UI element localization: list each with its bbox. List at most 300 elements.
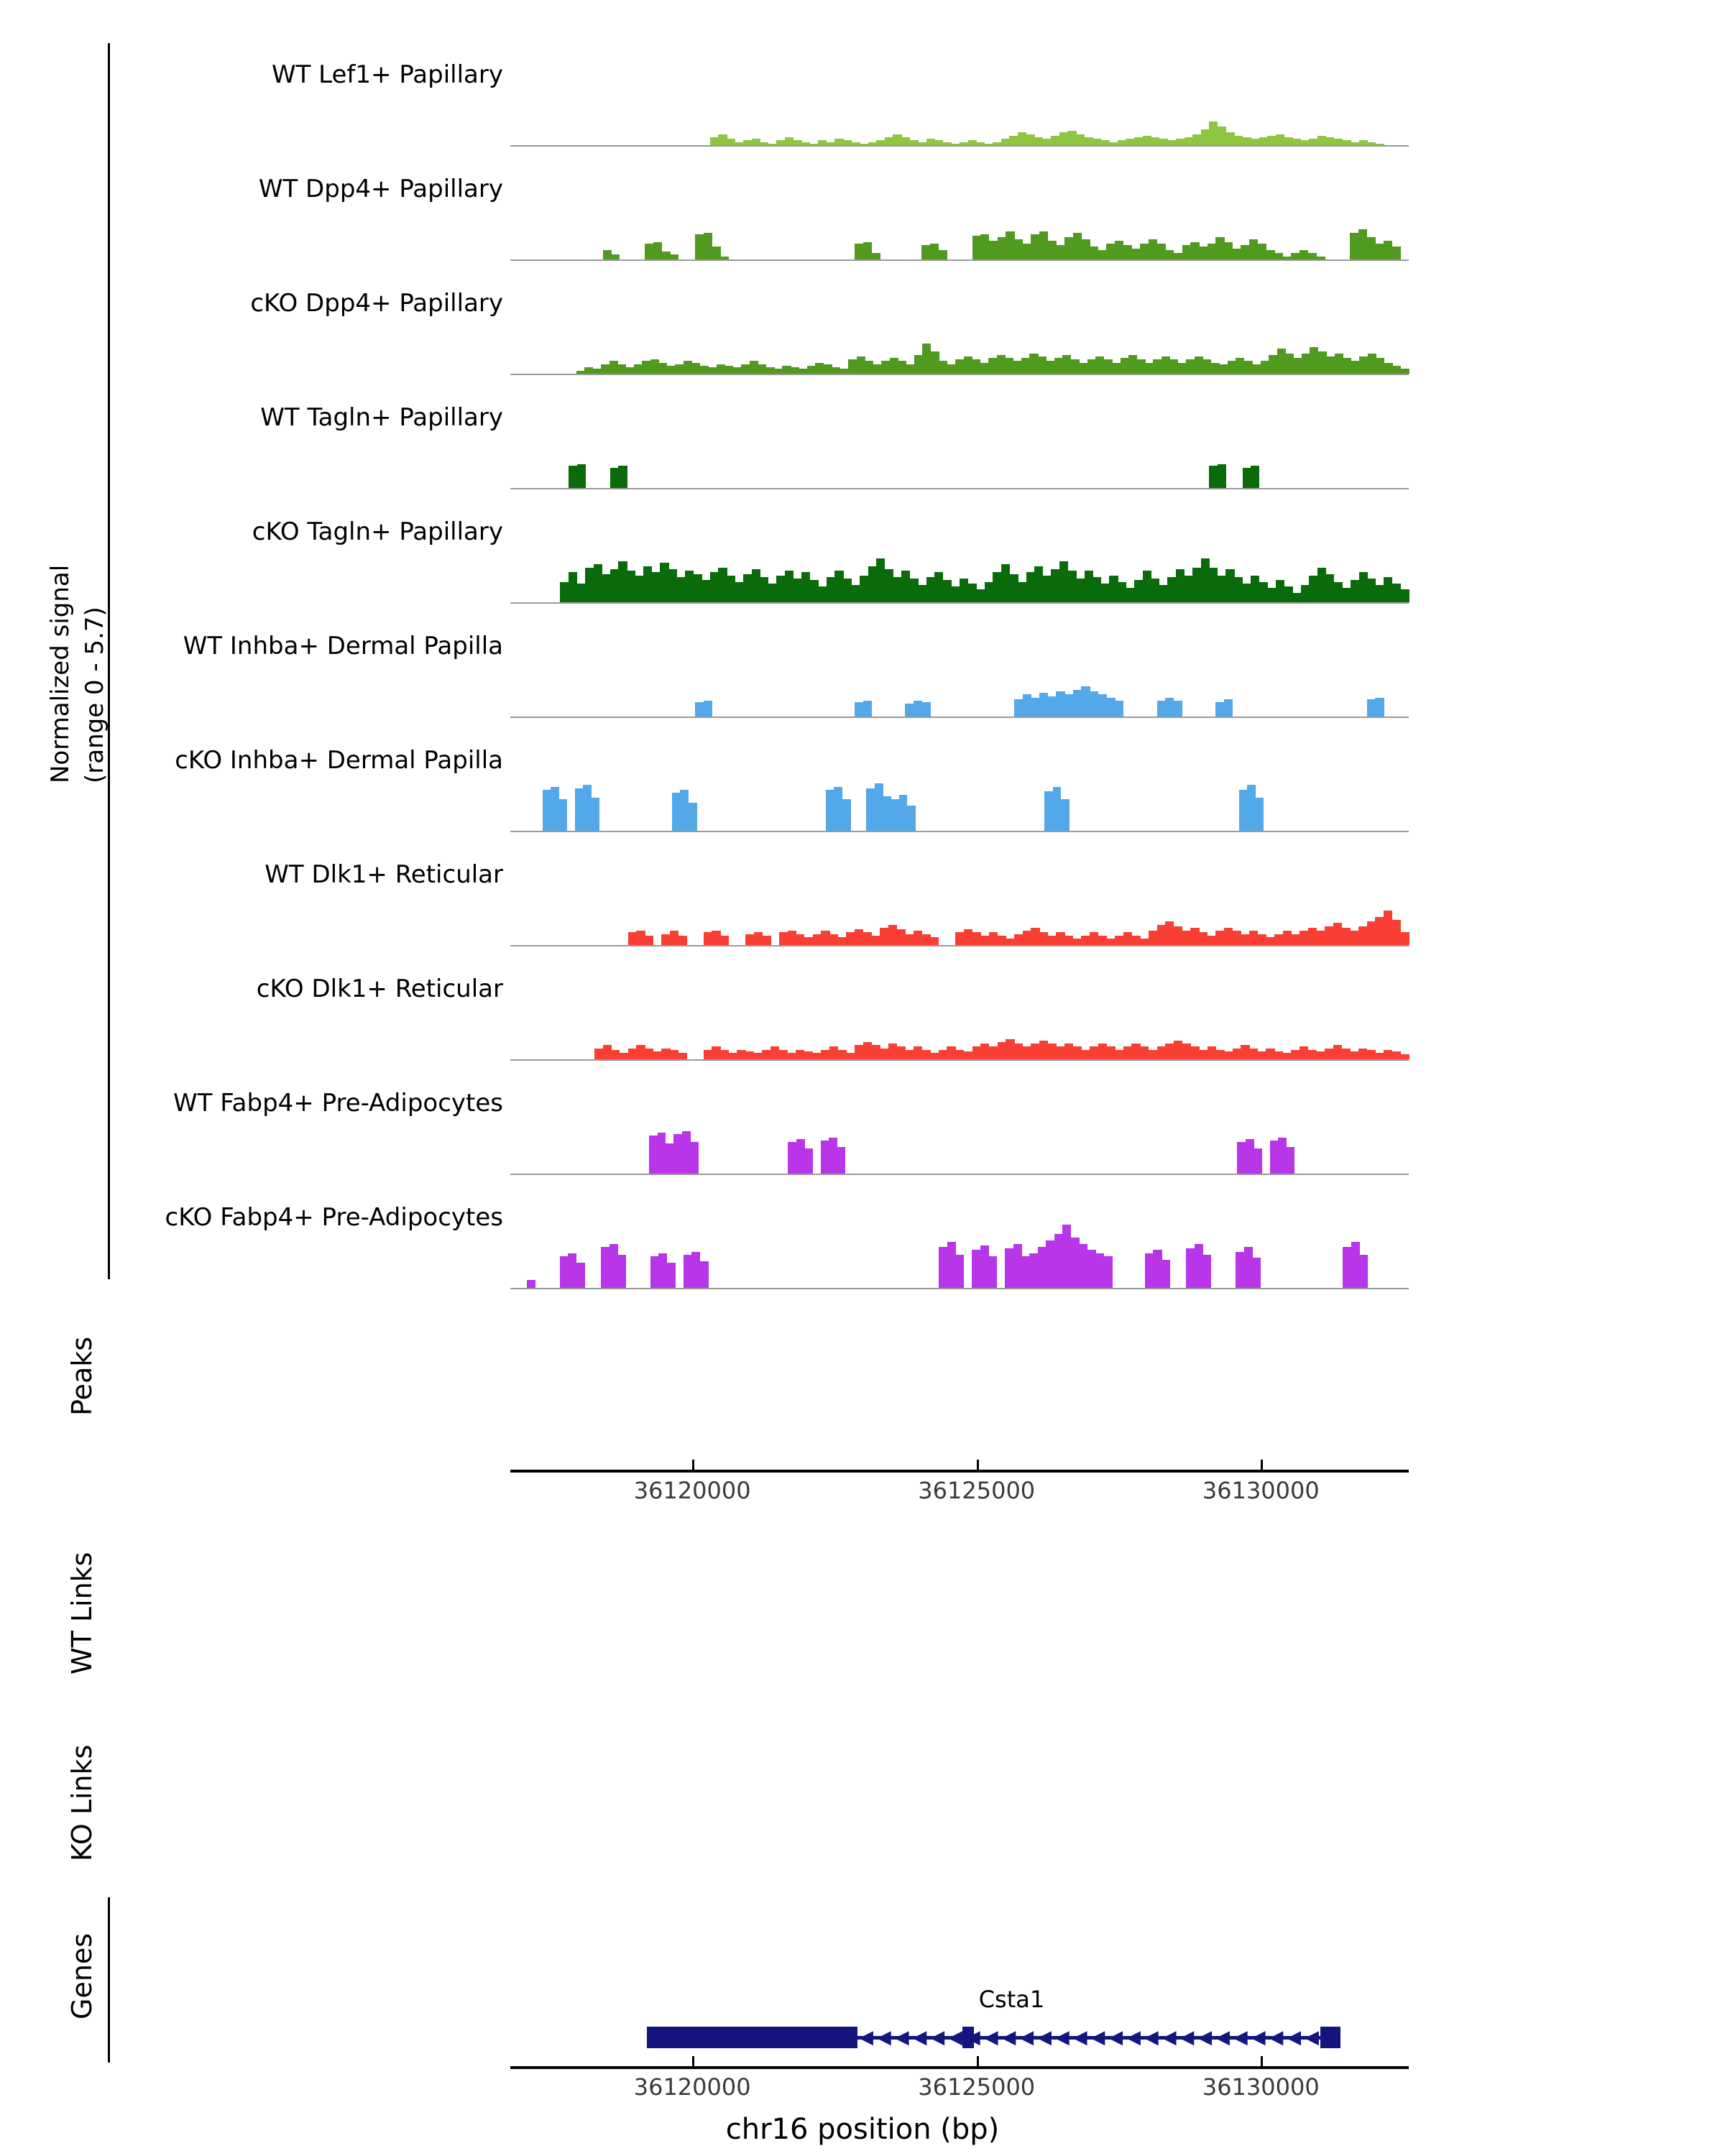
signal-bar [1243,584,1251,602]
signal-bar [712,931,720,945]
signal-bar [834,571,843,602]
signal-bar [645,244,653,259]
signal-bar [1274,934,1283,945]
signal-bar [584,367,593,374]
signal-bar [960,579,968,602]
signal-bar [779,1050,788,1059]
signal-bar [964,1051,972,1059]
signal-bar [1342,928,1351,945]
signal-bar [743,140,752,145]
signal-bar [1244,361,1253,374]
signal-bar [947,1242,956,1288]
signal-bar [729,1053,737,1059]
signal-bar [670,931,678,945]
signal-bar [838,1050,847,1059]
signal-bar [1359,140,1368,145]
signal-bar [1247,785,1256,831]
signal-bar [1014,934,1023,945]
signal-bar [1292,139,1301,145]
signal-bar [710,137,719,145]
signal-bar [678,936,687,945]
track-signal [510,170,1409,259]
track-label: WT Inhba+ Dermal Papilla [183,632,503,660]
signal-bar [1302,354,1310,374]
signal-bar [871,1045,880,1059]
signal-bar [1251,139,1259,145]
signal-bar [737,1050,745,1059]
signal-bar [593,369,602,374]
signal-bar [560,1256,569,1288]
signal-bar [718,568,727,602]
signal-bar [610,361,618,374]
signal-bar [768,584,777,602]
signal-bar [1274,1051,1283,1059]
signal-bar [718,134,727,145]
signal-bar [1145,363,1154,374]
signal-bar [1367,142,1376,145]
signal-bar [985,582,993,603]
signal-bar [1218,576,1226,602]
signal-bar [801,142,810,145]
signal-bar [1335,354,1343,374]
track-baseline [510,259,1409,261]
signal-bar [1199,932,1208,945]
signal-bar [834,139,843,145]
track-label: cKO Tagln+ Papillary [252,517,503,546]
signal-bar [1059,132,1068,145]
signal-bar [704,932,712,945]
signal-bar [1249,239,1258,260]
signal-bar [1098,1044,1107,1059]
signal-bar [964,929,972,945]
gene-exon [1320,2027,1340,2048]
signal-bar [1351,1242,1360,1288]
signal-bar [914,355,923,374]
signal-bar [1067,131,1076,145]
signal-bar [827,577,835,602]
signal-bar [1400,932,1409,945]
signal-bar [1081,936,1090,945]
track-baseline [510,1288,1409,1289]
signal-bar [1095,356,1104,374]
signal-bar [998,1042,1006,1059]
signal-bar [1062,355,1071,374]
signal-bar [1218,464,1226,488]
axis-tick-label: 36125000 [918,1477,1036,1504]
signal-bar [1224,242,1233,259]
signal-bar [652,572,661,602]
signal-bar [1056,932,1064,945]
signal-bar [702,580,710,602]
signal-bar [1140,244,1149,259]
signal-bar [1076,134,1085,145]
signal-bar [735,582,744,603]
signal-bar [645,1049,653,1059]
signal-bar [1255,798,1264,831]
signal-bar [1023,694,1031,717]
signal-bar [559,799,568,831]
axis-tick [977,2056,979,2066]
signal-bar [1131,936,1140,945]
signal-bar [1009,574,1018,602]
signal-bar [1359,1255,1368,1288]
signal-bar [1301,585,1310,602]
track-baseline [510,831,1409,832]
signal-bar [1368,354,1376,374]
signal-bar [813,1053,822,1059]
signal-bar [1157,1046,1166,1059]
signal-bar [1225,569,1234,602]
signal-bar [1209,466,1218,488]
signal-bar [610,1244,618,1288]
signal-bar [1241,934,1249,945]
gene-strand-arrow-icon: ◀ [1269,2027,1284,2048]
signal-bar [1112,363,1121,374]
signal-bar [745,1051,754,1059]
signal-bar [1283,931,1292,945]
signal-bar [762,1050,770,1059]
signal-bar [1159,585,1168,602]
signal-bar [860,576,868,602]
signal-bar [1284,137,1292,145]
signal-bar [1400,1054,1409,1059]
signal-bar [1034,566,1043,602]
signal-bar [1131,249,1140,259]
signal-bar [943,142,952,145]
signal-bar [881,361,890,374]
signal-bar [1376,585,1384,602]
signal-bar [735,142,744,145]
signal-bar [1186,1248,1195,1288]
signal-bar [1184,576,1193,602]
gene-strand-arrow-icon: ◀ [1108,2027,1123,2048]
signal-bar [939,250,947,259]
signal-bar [810,144,819,145]
signal-bar [821,931,829,945]
signal-bar [1236,1252,1244,1288]
signal-bar [1137,359,1146,374]
signal-bar [843,579,852,602]
signal-bar [876,140,885,145]
signal-bar [863,1042,872,1059]
signal-bar [1192,568,1201,602]
signal-bar [585,568,594,602]
signal-bar [1401,369,1409,374]
signal-bar [1081,1050,1090,1059]
section-label-peaks: Peaks [66,1336,98,1416]
signal-bar [1064,237,1073,259]
signal-bar [1174,926,1182,945]
signal-bar [660,563,668,602]
signal-bar [1202,1255,1211,1288]
signal-bar [826,790,834,831]
signal-bar [689,803,697,831]
signal-bar [1208,936,1216,945]
signal-bar [1174,701,1182,717]
signal-bar [972,1046,981,1059]
signal-bar [712,247,720,259]
signal-bar [1334,582,1343,603]
track-baseline [510,488,1409,489]
track-baseline [510,717,1409,718]
signal-bar [1249,931,1258,945]
signal-bar [914,701,922,717]
signal-bar [829,934,838,945]
signal-bar [1165,698,1174,717]
signal-bar [804,937,813,945]
signal-bar [1254,1148,1262,1174]
signal-bar [857,356,865,374]
signal-bar [893,577,901,602]
axis-tick [1261,2056,1263,2066]
signal-bar [642,361,650,374]
signal-bar [1375,917,1384,945]
signal-bar [921,1050,930,1059]
signal-bar [1233,931,1241,945]
signal-bar [810,580,819,602]
signal-bar [815,363,824,374]
signal-bar [1087,1250,1096,1288]
gene-strand-arrow-icon: ◀ [876,2027,891,2048]
signal-bar [1061,799,1070,831]
signal-bar [1266,937,1274,945]
signal-bar [1090,247,1098,259]
gene-strand-arrow-icon: ◀ [947,2027,962,2048]
signal-bar [931,351,939,374]
signal-bar [893,134,901,145]
signal-bar [1243,468,1251,489]
signal-bar [914,931,922,945]
axis-line [510,2066,1409,2069]
signal-bar [947,1046,955,1059]
signal-bar [704,233,712,259]
signal-bar [1292,593,1301,602]
signal-bar [1246,1139,1254,1174]
signal-bar [1199,1050,1208,1059]
signal-bar [1237,1142,1246,1174]
signal-bar [628,932,637,945]
signal-bar [1048,696,1057,717]
signal-bar [717,364,725,374]
signal-bar [1157,244,1166,259]
signal-bar [1192,134,1201,145]
axis-line [510,1470,1409,1473]
track-signal [510,627,1409,717]
signal-bar [1392,584,1401,602]
signal-bar [680,790,689,831]
signal-bar [807,366,816,374]
signal-bar [760,142,768,145]
signal-bar [1317,568,1326,602]
signal-bar [618,561,627,602]
signal-bar [1106,698,1115,717]
signal-bar [1031,234,1039,259]
track-signal [510,1084,1409,1174]
signal-bar [1048,936,1057,945]
signal-bar [1106,939,1115,945]
signal-bar [1098,250,1107,259]
signal-bar [1316,1051,1325,1059]
signal-bar [1021,358,1030,374]
signal-bar [1034,137,1043,145]
signal-bar [906,364,914,374]
signal-bar [1252,1258,1261,1288]
signal-bar [829,1138,837,1174]
signal-bar [1308,928,1317,945]
signal-bar [1079,1244,1087,1288]
signal-bar [1276,580,1284,602]
signal-bar [1243,137,1251,145]
signal-bar [1367,699,1376,717]
signal-bar [1351,361,1360,374]
signal-bar [1358,1049,1367,1059]
signal-bar [1270,1141,1279,1174]
signal-bar [1014,1044,1023,1059]
signal-bar [1392,247,1401,259]
signal-bar [1079,363,1087,374]
signal-bar [1090,1046,1098,1059]
signal-bar [1342,1049,1351,1059]
signal-bar [1351,142,1359,145]
signal-bar [610,569,619,602]
signal-bar [1182,1044,1191,1059]
signal-bar [1056,245,1064,259]
signal-bar [896,1046,905,1059]
signal-bar [1225,132,1234,145]
signal-bar [1359,572,1368,602]
gene-strand-arrow-icon: ◀ [1287,2027,1302,2048]
signal-bar [1092,139,1101,145]
signal-bar [1285,354,1294,374]
signal-bar [1300,931,1308,945]
signal-bar [1046,361,1054,374]
signal-bar [1149,239,1157,260]
signal-bar [1342,588,1351,602]
signal-bar [873,364,882,374]
signal-bar [685,571,694,602]
signal-bar [852,142,860,145]
signal-bar [684,361,692,374]
gene-strand-arrow-icon: ◀ [1054,2027,1070,2048]
signal-bar [863,242,872,259]
signal-bar [1325,926,1333,945]
gene-strand-arrow-icon: ◀ [1179,2027,1195,2048]
signal-bar [1300,250,1308,259]
signal-bar [1134,580,1143,602]
gene-strand-arrow-icon: ◀ [1072,2027,1087,2048]
signal-bar [1176,569,1184,602]
signal-bar [700,366,709,374]
signal-bar [1284,586,1292,602]
signal-bar [592,798,600,831]
signal-bar [901,571,910,602]
signal-bar [1021,1256,1030,1288]
signal-bar [968,140,977,145]
signal-bar [1375,1053,1384,1059]
signal-bar [865,361,873,374]
signal-bar [876,558,885,602]
signal-bar [636,931,645,945]
axis-tick-label: 36125000 [918,2073,1036,2101]
signal-bar [1009,136,1018,145]
signal-bar [1190,242,1199,259]
signal-bar [1031,928,1039,945]
signal-bar [848,359,857,374]
signal-bar [1165,250,1174,259]
signal-bar [890,358,898,374]
signal-bar [972,932,981,945]
signal-bar [743,574,752,602]
signal-bar [1051,136,1059,145]
signal-bar [980,1044,989,1059]
section-label-genes: Genes [66,1932,98,2019]
signal-bar [801,572,810,602]
signal-bar [1067,571,1076,602]
signal-bar [907,806,916,831]
gene-strand-arrow-icon: ◀ [1036,2027,1052,2048]
signal-bar [1249,1049,1258,1059]
signal-bar [712,1046,720,1059]
signal-bar [650,359,659,374]
signal-bar [776,576,785,602]
track-label: WT Lef1+ Papillary [271,60,503,89]
signal-bar [724,366,733,374]
signal-bar [985,144,993,145]
signal-bar [1269,355,1277,374]
signal-bar [1039,231,1048,259]
signal-bar [1334,139,1343,145]
signal-bar [704,701,712,717]
signal-bar [1215,237,1224,259]
signal-bar [901,137,910,145]
signal-bar [918,142,926,145]
signal-bar [676,577,685,602]
signal-bar [1343,1247,1351,1288]
signal-bar [993,572,1001,602]
signal-bar [653,1051,662,1059]
signal-bar [855,1045,863,1059]
signal-bar [1244,1247,1253,1288]
signal-bar [1208,1046,1216,1059]
gene-strand-arrow-icon: ◀ [930,2027,945,2048]
signal-bar [1252,364,1261,374]
signal-bar [720,257,729,259]
signal-bar [1317,136,1326,145]
signal-bar [855,244,863,259]
signal-bar [636,1045,645,1059]
signal-bar [943,580,952,602]
signal-bar [560,582,569,603]
signal-bar [754,1053,763,1059]
signal-bar [1029,1253,1038,1288]
signal-bar [617,1255,626,1288]
signal-bar [611,254,620,259]
signal-bar [1195,1244,1203,1288]
signal-bar [658,363,667,374]
signal-bar [930,1053,939,1059]
signal-bar [1092,577,1101,602]
signal-bar [1325,1049,1333,1059]
signal-bar [863,701,872,717]
signal-bar [1241,245,1249,259]
signal-bar [880,928,888,945]
signal-bar [1259,582,1268,603]
signal-bar [1062,1225,1071,1288]
signal-bar [1056,691,1064,717]
signal-bar [1224,1051,1233,1059]
signal-bar [618,466,627,488]
signal-bar [922,344,931,374]
